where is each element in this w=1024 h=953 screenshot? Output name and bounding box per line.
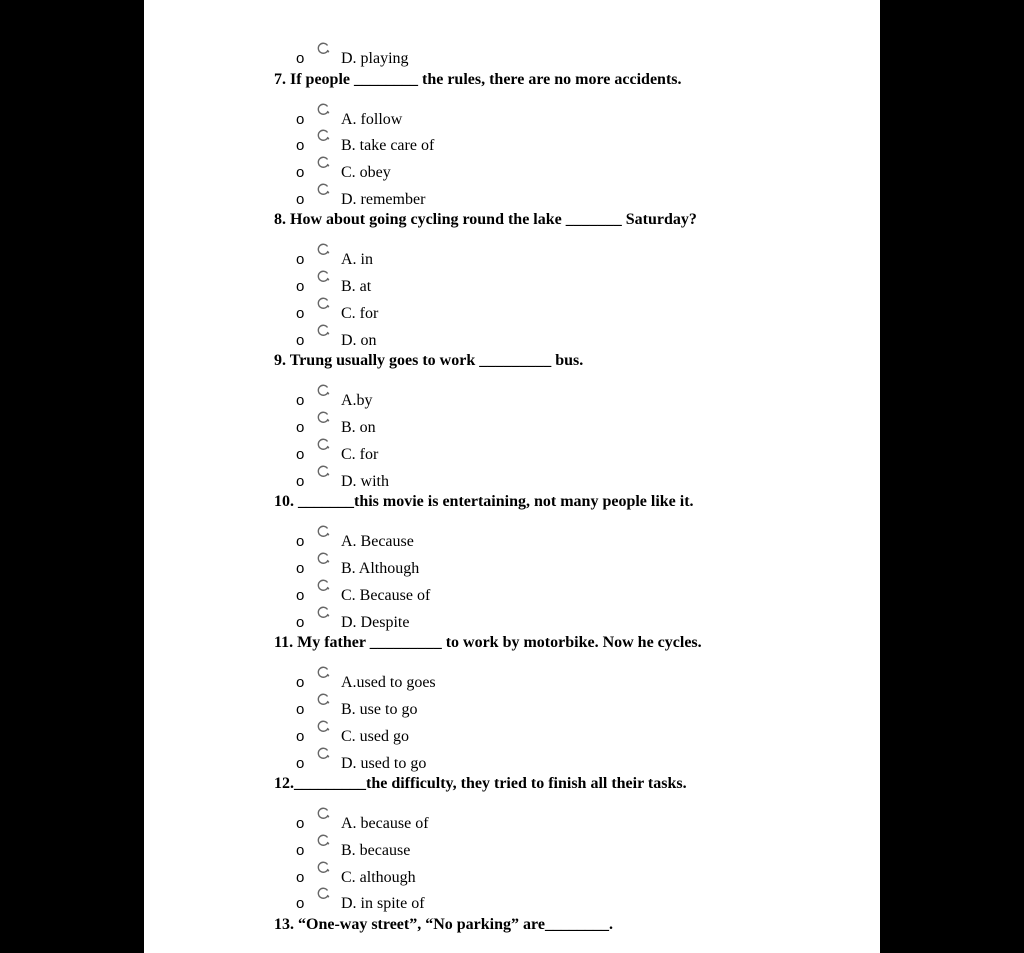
option-label: D. on	[341, 331, 377, 349]
radio-button-icon[interactable]	[317, 129, 330, 142]
answer-option[interactable]	[144, 673, 880, 700]
option-label: D. in spite of	[341, 895, 425, 913]
list-bullet: o	[296, 419, 305, 437]
answer-option[interactable]	[144, 418, 880, 445]
radio-button-icon[interactable]	[317, 834, 330, 847]
radio-button-icon[interactable]	[317, 384, 330, 397]
option-label: C. used go	[341, 727, 409, 745]
answer-option[interactable]	[144, 277, 880, 304]
radio-button-icon[interactable]	[317, 42, 330, 55]
document-page	[144, 0, 880, 953]
option-label: D. with	[341, 472, 389, 490]
radio-button-icon[interactable]	[317, 525, 330, 538]
option-label: C. for	[341, 305, 379, 322]
list-bullet: o	[296, 331, 305, 349]
answer-option[interactable]	[144, 304, 880, 331]
list-bullet: o	[296, 533, 305, 551]
question-text: 8. How about going cycling round the lake _______ Saturday?	[274, 211, 697, 229]
option-label: D. used to go	[341, 754, 427, 772]
answer-option[interactable]	[144, 586, 880, 613]
radio-button-icon[interactable]	[317, 103, 330, 116]
list-bullet: o	[296, 445, 305, 463]
radio-button-icon[interactable]	[317, 411, 330, 424]
answer-option[interactable]	[144, 250, 880, 277]
question-text: 11. My father _________ to work by motorbike. Now he cycles.	[274, 634, 702, 652]
radio-button-icon[interactable]	[317, 887, 330, 900]
list-bullet: o	[296, 50, 305, 67]
radio-button-icon[interactable]	[317, 465, 330, 478]
option-label: C. obey	[341, 164, 391, 182]
answer-option[interactable]	[144, 559, 880, 586]
list-bullet: o	[296, 164, 305, 182]
radio-button-icon[interactable]	[317, 324, 330, 337]
radio-button-icon[interactable]	[317, 297, 330, 310]
list-bullet: o	[296, 815, 305, 832]
radio-button-icon[interactable]	[317, 183, 330, 196]
radio-button-icon[interactable]	[317, 579, 330, 592]
option-label: C. although	[341, 868, 416, 886]
option-label: C. Because of	[341, 586, 431, 604]
answer-option[interactable]	[144, 163, 880, 190]
list-bullet: o	[296, 754, 305, 772]
option-label: A. because of	[341, 815, 429, 832]
list-bullet: o	[296, 841, 305, 859]
answer-option[interactable]	[144, 136, 880, 163]
list-bullet: o	[296, 305, 305, 322]
list-bullet: o	[296, 727, 305, 745]
radio-button-icon[interactable]	[317, 861, 330, 874]
option-label: A.used to goes	[341, 674, 436, 692]
option-label: B. at	[341, 278, 372, 296]
list-bullet: o	[296, 586, 305, 604]
option-label: B. use to go	[341, 700, 418, 718]
list-bullet: o	[296, 613, 305, 631]
list-bullet: o	[296, 110, 305, 128]
option-label: D. Despite	[341, 613, 410, 631]
option-label: B. take care of	[341, 137, 435, 155]
list-bullet: o	[296, 190, 305, 208]
radio-button-icon[interactable]	[317, 606, 330, 619]
list-bullet: o	[296, 674, 305, 692]
list-bullet: o	[296, 137, 305, 155]
question-text: 7. If people ________ the rules, there are no more accidents.	[274, 70, 682, 88]
answer-option[interactable]	[144, 445, 880, 472]
radio-button-icon[interactable]	[317, 243, 330, 256]
option-label: D. remember	[341, 190, 426, 208]
list-bullet: o	[296, 392, 305, 410]
option-label: A. Because	[341, 533, 414, 551]
radio-button-icon[interactable]	[317, 693, 330, 706]
list-bullet: o	[296, 700, 305, 718]
answer-option[interactable]	[144, 814, 880, 841]
radio-button-icon[interactable]	[317, 747, 330, 760]
option-label: A. in	[341, 251, 373, 269]
list-bullet: o	[296, 251, 305, 269]
list-bullet: o	[296, 895, 305, 913]
radio-button-icon[interactable]	[317, 270, 330, 283]
answer-option[interactable]	[144, 727, 880, 754]
answer-option[interactable]	[144, 868, 880, 895]
radio-button-icon[interactable]	[317, 720, 330, 733]
answer-option[interactable]	[144, 700, 880, 727]
answer-option[interactable]	[144, 841, 880, 868]
answer-option[interactable]	[144, 391, 880, 418]
answer-option[interactable]	[144, 532, 880, 559]
list-bullet: o	[296, 560, 305, 577]
option-label: B. on	[341, 419, 376, 437]
option-label: B. because	[341, 841, 411, 859]
list-bullet: o	[296, 278, 305, 296]
question-text: 12._________the difficulty, they tried to finish all their tasks.	[274, 775, 687, 792]
radio-button-icon[interactable]	[317, 807, 330, 820]
list-bullet: o	[296, 868, 305, 886]
option-label: D. playing	[341, 50, 409, 67]
option-label: A. follow	[341, 110, 403, 128]
answer-option[interactable]	[144, 110, 880, 137]
option-label: A.by	[341, 392, 373, 410]
option-label: B. Although	[341, 560, 420, 577]
question-text: 13. “One-way street”, “No parking” are________.	[274, 915, 613, 933]
radio-button-icon[interactable]	[317, 438, 330, 451]
radio-button-icon[interactable]	[317, 156, 330, 169]
question-text: 10. _______this movie is entertaining, not many people like it.	[274, 493, 694, 511]
radio-button-icon[interactable]	[317, 552, 330, 565]
option-label: C. for	[341, 445, 379, 463]
question-text: 9. Trung usually goes to work _________ bus.	[274, 352, 584, 370]
list-bullet: o	[296, 472, 305, 490]
radio-button-icon[interactable]	[317, 666, 330, 679]
